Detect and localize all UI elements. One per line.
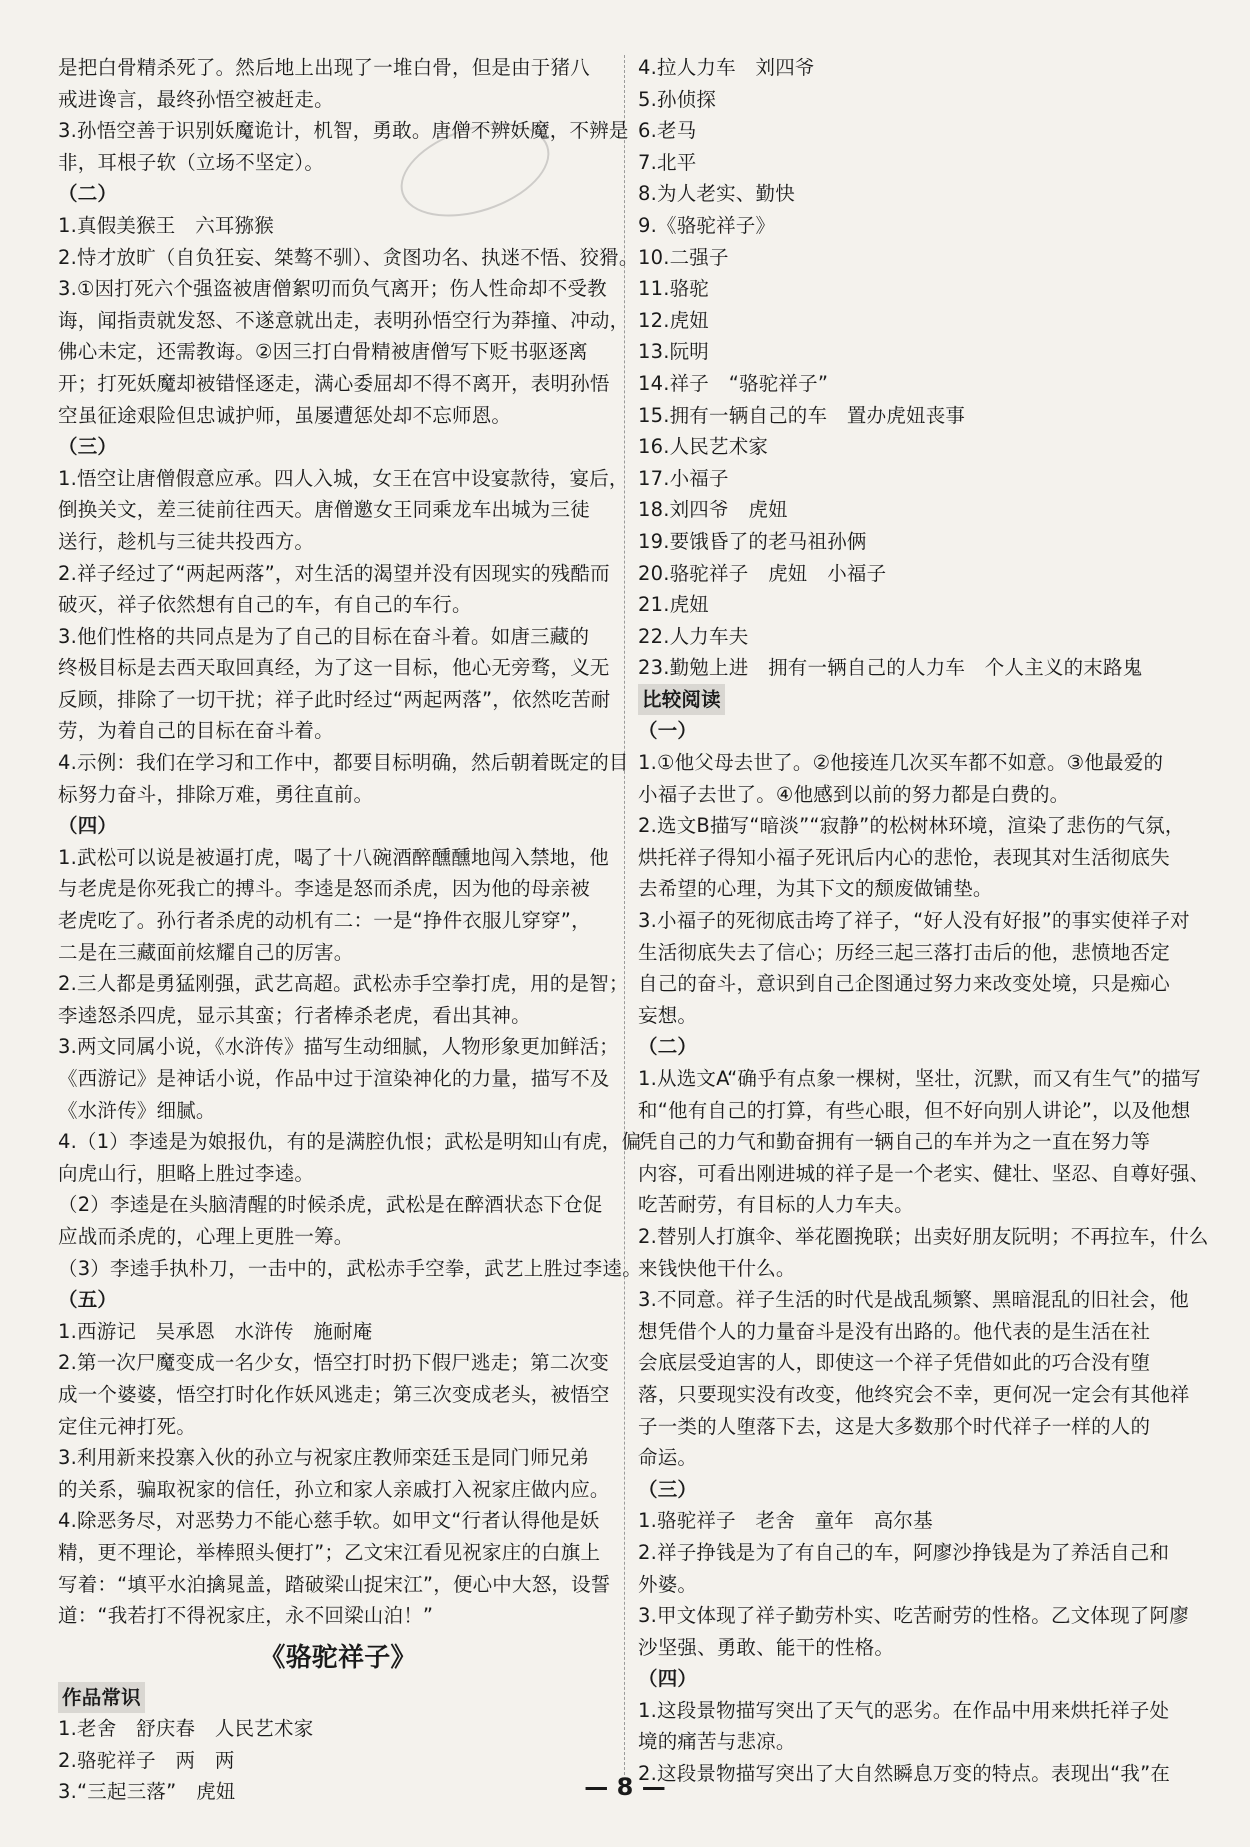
- left-column: [58, 52, 642, 1808]
- text-line: 终极目标是去西天取回真经，为了这一目标，他心无旁骛，义无: [58, 656, 610, 680]
- text-line: 标努力奋斗，排除万难，勇往直前。: [58, 782, 374, 806]
- text-line: 想凭借个人的力量奋斗是没有出路的。他代表的是生活在社: [638, 1319, 1151, 1343]
- text-line: 3.“三起三落” 虎妞: [58, 1780, 236, 1804]
- text-line: 1.这段景物描写突出了天气的恶劣。在作品中用来烘托祥子处: [638, 1698, 1170, 1722]
- text-line: 《水浒传》细腻。: [58, 1098, 216, 1122]
- text-line: 戒进谗言，最终孙悟空被赶走。: [58, 87, 334, 111]
- text-line: 21.虎妞: [638, 593, 710, 617]
- text-line: 与老虎是你死我亡的搏斗。李逵是怒而杀虎，因为他的母亲被: [58, 877, 590, 901]
- text-line: 1.悟空让唐僧假意应承。四人入城，女王在宫中设宴款待，宴后，: [58, 466, 629, 490]
- section-heading: （一）: [638, 719, 698, 743]
- text-line: 5.孙侦探: [638, 87, 717, 111]
- section-heading: （三）: [58, 435, 118, 459]
- text-line: 3.两文同属小说，《水浒传》描写生动细腻，人物形象更加鲜活；: [58, 1035, 619, 1059]
- text-line: 小福子去世了。④他感到以前的努力都是白费的。: [638, 782, 1070, 806]
- text-line: 劳，为着自己的目标在奋斗着。: [58, 719, 334, 743]
- text-line: 1.武松可以说是被逼打虎，喝了十八碗酒醉醺醺地闯入禁地，他: [58, 845, 609, 869]
- section-heading: （二）: [58, 182, 118, 206]
- text-line: 20.骆驼祥子 虎妞 小福子: [638, 561, 887, 585]
- text-line: 破灭，祥子依然想有自己的车，有自己的车行。: [58, 593, 472, 617]
- text-line: 成一个婆婆，悟空打时化作妖风逃走；第三次变成老头，被悟空: [58, 1382, 610, 1406]
- text-line: 2.骆驼祥子 两 两: [58, 1748, 235, 1772]
- text-line: 妄想。: [638, 1003, 698, 1027]
- text-line: 去希望的心理，为其下文的颓废做铺垫。: [638, 877, 993, 901]
- text-line: 向虎山行，胆略上胜过李逵。: [58, 1161, 315, 1185]
- text-line: 生活彻底失去了信心；历经三起三落打击后的他，悲愤地否定: [638, 940, 1170, 964]
- text-line: 的关系，骗取祝家的信任，孙立和家人亲戚打入祝家庄做内应。: [58, 1477, 610, 1501]
- text-line: 佛心未定，还需教诲。②因三打白骨精被唐僧写下贬书驱逐离: [58, 340, 588, 364]
- text-line: 3.小福子的死彻底击垮了祥子，“好人没有好报”的事实使祥子对: [638, 909, 1190, 933]
- text-line: 精，更不理论，举棒照头便打”；乙文宋江看见祝家庄的白旗上: [58, 1540, 601, 1564]
- text-line: 外婆。: [638, 1572, 698, 1596]
- text-line: 2.替别人打旗伞、举花圈挽联；出卖好朋友阮明；不再拉车，什么: [638, 1224, 1209, 1248]
- text-line: 非，耳根子软（立场不坚定）。: [58, 150, 325, 174]
- text-line: 《西游记》是神话小说，作品中过于渲染神化的力量，描写不及: [58, 1067, 610, 1090]
- text-line: 空虽征途艰险但忠诚护师，虽屡遭惩处却不忘师恩。: [58, 403, 512, 427]
- text-line: [58, 1682, 618, 1714]
- text-line: 诲，闻指责就发怒、不遂意就出走，表明孙悟空行为莽撞、冲动，: [58, 308, 630, 332]
- text-line: 1.老舍 舒庆春 人民艺术家: [58, 1717, 314, 1741]
- text-line: 16.人民艺术家: [638, 435, 769, 459]
- text-line: 19.要饿昏了的老马祖孙俩: [638, 529, 867, 553]
- text-line: 和“他有自己的打算，有些心眼，但不好向别人讲论”，以及他想: [638, 1098, 1191, 1122]
- text-line: 自己的奋斗，意识到自己企图通过努力来改变处境，只是痴心: [638, 972, 1170, 996]
- text-line: 2.祥子经过了“两起两落”，对生活的渴望并没有因现实的残酷而: [58, 561, 610, 585]
- text-line: 12.虎妞: [638, 308, 710, 332]
- text-line: 送行，趁机与三徒共投西方。: [58, 529, 315, 553]
- text-line: （2）李逵是在头脑清醒的时候杀虎，武松是在醉酒状态下仓促: [58, 1193, 603, 1217]
- text-line: 23.勤勉上进 拥有一辆自己的人力车 个人主义的末路鬼: [638, 656, 1143, 680]
- section-heading: （四）: [638, 1667, 698, 1691]
- text-line: 3.利用新来投寨入伙的孙立与祝家庄教师栾廷玉是同门师兄弟: [58, 1446, 590, 1470]
- text-line: 2.三人都是勇猛刚强，武艺高超。武松赤手空拳打虎，用的是智；: [58, 972, 629, 996]
- text-line: 17.小福子: [638, 466, 729, 490]
- text-line: 4.示例：我们在学习和工作中，都要目标明确，然后朝着既定的目: [58, 751, 629, 775]
- text-line: 22.人力车夫: [638, 624, 749, 648]
- section-heading: （三）: [638, 1477, 698, 1501]
- text-line: 2.这段景物描写突出了大自然瞬息万变的特点。表现出“我”在: [638, 1762, 1171, 1786]
- text-line: 会底层受迫害的人，即使这一个祥子凭借如此的巧合没有堕: [638, 1351, 1151, 1375]
- text-line: 落，只要现实没有改变，他终究会不幸，更何况一定会有其他祥: [638, 1382, 1190, 1406]
- text-line: 3.甲文体现了祥子勤劳朴实、吃苦耐劳的性格。乙文体现了阿廖: [638, 1604, 1189, 1628]
- category-heading: 作品常识: [58, 1682, 145, 1714]
- text-line: 8.为人老实、勤快: [638, 182, 795, 206]
- text-line: 内容，可看出刚进城的祥子是一个老实、健壮、坚忍、自尊好强、: [638, 1161, 1210, 1185]
- section-heading: （五）: [58, 1288, 118, 1312]
- text-line: 开；打死妖魔却被错怪逐走，满心委屈却不得不离开，表明孙悟: [58, 371, 610, 395]
- book-title: 《骆驼祥子》: [259, 1642, 417, 1673]
- text-line: 2.恃才放旷（自负狂妄、桀骜不驯）、贪图功名、执迷不悟、狡猾。: [58, 245, 639, 269]
- text-line: 来钱快他干什么。: [638, 1256, 796, 1280]
- text-line: 是把白骨精杀死了。然后地上出现了一堆白骨，但是由于猪八: [58, 56, 590, 79]
- section-heading: （四）: [58, 814, 118, 838]
- text-line: [638, 684, 1198, 716]
- section-heading: （二）: [638, 1035, 698, 1059]
- text-line: 2.祥子挣钱是为了有自己的车，阿廖沙挣钱是为了养活自己和: [638, 1540, 1170, 1564]
- text-line: 18.刘四爷 虎妞: [638, 498, 788, 522]
- right-column: [638, 52, 1210, 1790]
- text-line: 1.从选文A“确乎有点象一棵树，坚壮，沉默，而又有生气”的描写: [638, 1067, 1201, 1090]
- text-line: 3.孙悟空善于识别妖魔诡计，机智，勇敢。唐僧不辨妖魔，不辨是: [58, 119, 629, 143]
- text-line: 倒换关文，差三徒前往西天。唐僧邀女王同乘龙车出城为三徒: [58, 498, 590, 522]
- text-line: 2.选文B描写“暗淡”“寂静”的松树林环境，渲染了悲伤的气氛，: [638, 814, 1185, 838]
- text-line: 定住元神打死。: [58, 1414, 196, 1438]
- text-line: 李逵怒杀四虎，显示其蛮；行者棒杀老虎，看出其神。: [58, 1003, 531, 1027]
- text-line: 写着：“填平水泊擒晁盖，踏破梁山捉宋江”，便心中大怒，设誓: [58, 1572, 611, 1596]
- text-line: 子一类的人堕落下去，这是大多数那个时代祥子一样的人的: [638, 1414, 1151, 1438]
- text-line: 4.（1）李逵是为娘报仇，有的是满腔仇恨；武松是明知山有虎，偏: [58, 1130, 642, 1154]
- text-line: 2.第一次尸魔变成一名少女，悟空打时扔下假尸逃走；第二次变: [58, 1351, 609, 1375]
- text-line: 境的痛苦与悲凉。: [638, 1730, 796, 1754]
- text-line: 3.①因打死六个强盗被唐僧絮叨而负气离开；伤人性命却不受教: [58, 277, 607, 301]
- text-line: 二是在三藏面前炫耀自己的厉害。: [58, 940, 354, 964]
- text-line: 烘托祥子得知小福子死讯后内心的悲怆，表现其对生活彻底失: [638, 845, 1170, 869]
- text-line: 吃苦耐劳，有目标的人力车夫。: [638, 1193, 914, 1217]
- text-line: 1.真假美猴王 六耳猕猴: [58, 213, 275, 237]
- text-line: 应战而杀虎的，心理上更胜一筹。: [58, 1224, 354, 1248]
- text-line: 13.阮明: [638, 340, 710, 364]
- text-line: 命运。: [638, 1446, 698, 1470]
- page-number: — 8 —: [584, 1773, 666, 1801]
- text-line: 1.西游记 吴承恩 水浒传 施耐庵: [58, 1319, 373, 1343]
- text-line: 6.老马: [638, 119, 697, 143]
- text-line: 10.二强子: [638, 245, 729, 269]
- text-line: 道：“我若打不得祝家庄，永不回梁山泊！”: [58, 1604, 434, 1628]
- text-line: 14.祥子 “骆驼祥子”: [638, 371, 829, 395]
- text-line: 15.拥有一辆自己的车 置办虎妞丧事: [638, 403, 966, 427]
- text-line: 4.拉人力车 刘四爷: [638, 56, 815, 79]
- text-line: 7.北平: [638, 150, 697, 174]
- text-line: 3.他们性格的共同点是为了自己的目标在奋斗着。如唐三藏的: [58, 624, 590, 648]
- text-line: 凭自己的力气和勤奋拥有一辆自己的车并为之一直在努力等: [638, 1130, 1151, 1154]
- text-line: （3）李逵手执朴刀，一击中的，武松赤手空拳，武艺上胜过李逵。: [58, 1256, 642, 1280]
- text-line: 3.不同意。祥子生活的时代是战乱频繁、黑暗混乱的旧社会，他: [638, 1288, 1189, 1312]
- text-line: 9.《骆驼祥子》: [638, 213, 776, 237]
- text-line: 老虎吃了。孙行者杀虎的动机有二：一是“挣件衣服儿穿穿”，: [58, 909, 591, 933]
- text-line: 沙坚强、勇敢、能干的性格。: [638, 1635, 895, 1659]
- text-line: 11.骆驼: [638, 277, 710, 301]
- text-line: 4.除恶务尽，对恶势力不能心慈手软。如甲文“行者认得他是妖: [58, 1509, 600, 1533]
- text-line: 1.①他父母去世了。②他接连几次买车都不如意。③他最爱的: [638, 751, 1164, 775]
- text-line: 1.骆驼祥子 老舍 童年 高尔基: [638, 1509, 933, 1533]
- category-heading: 比较阅读: [638, 684, 725, 716]
- text-line: 反顾，排除了一切干扰；祥子此时经过“两起两落”，依然吃苦耐: [58, 687, 611, 711]
